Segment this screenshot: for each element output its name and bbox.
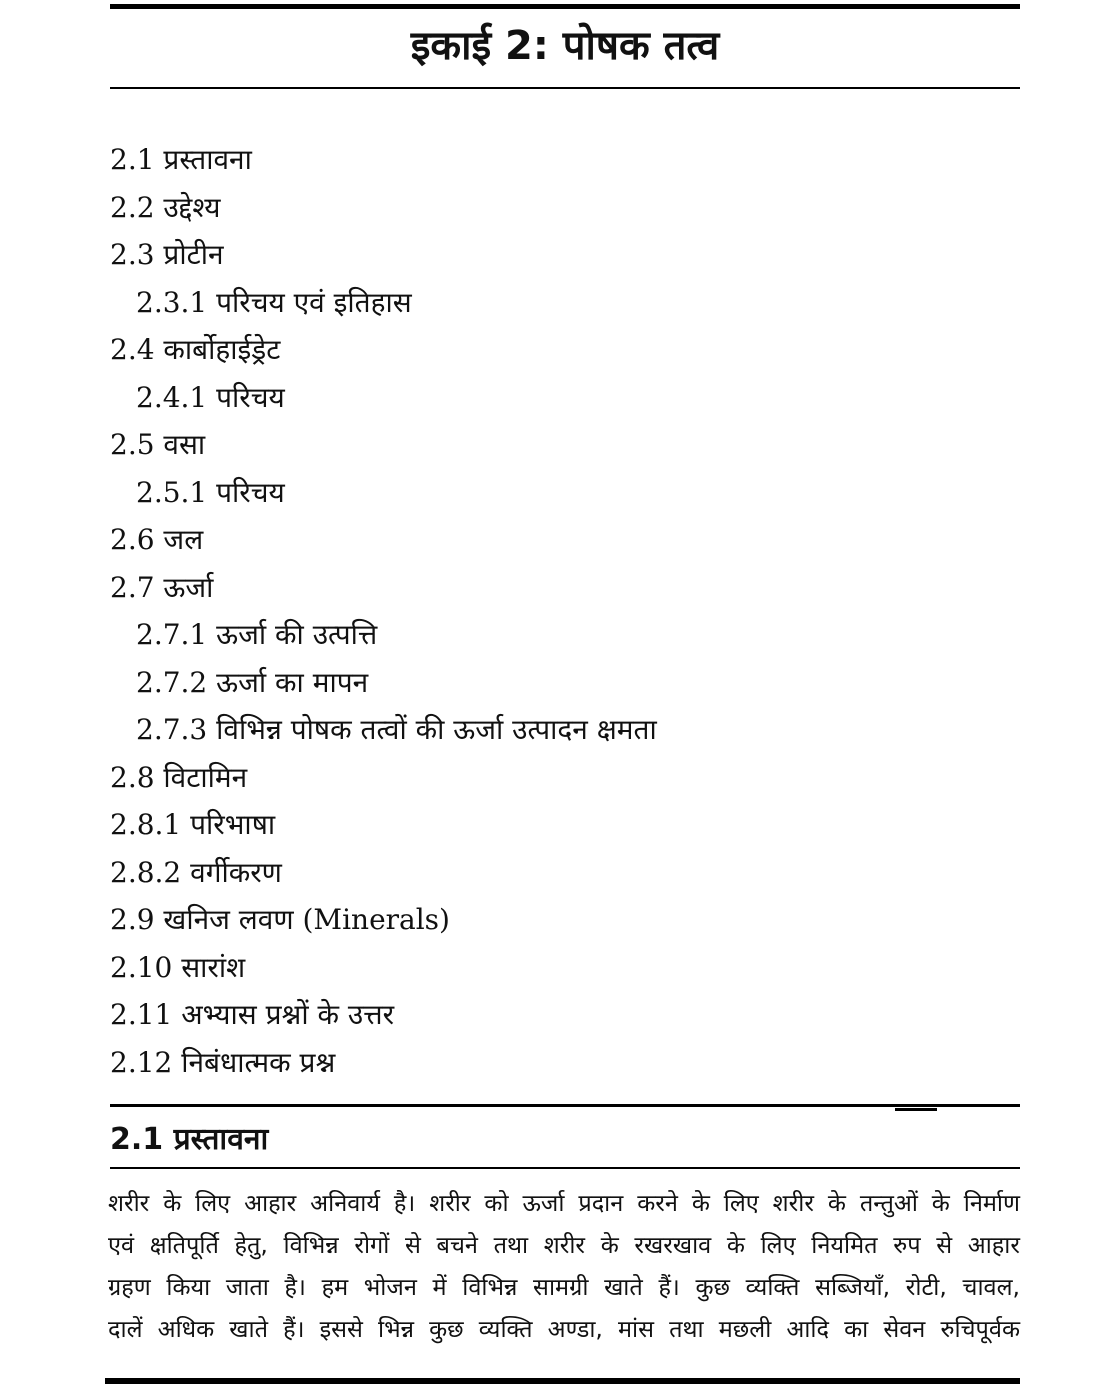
toc-item: 2.8.2 वर्गीकरण: [110, 855, 282, 889]
toc-item: 2.8 विटामिन: [110, 760, 248, 794]
section-rule-mark: [895, 1108, 937, 1111]
toc-subitem: 2.4.1 परिचय: [136, 380, 285, 414]
section-paragraph: [108, 1182, 1020, 1350]
toc-item: 2.6 जल: [110, 523, 204, 556]
toc-item: 2.10 सारांश: [110, 950, 246, 984]
toc-item: 2.5 वसा: [110, 428, 206, 461]
toc-subitem: 2.7.2 ऊर्जा का मापन: [136, 665, 369, 699]
toc-item: 2.7 ऊर्जा: [110, 570, 214, 604]
section-top-rule: [110, 1104, 1020, 1107]
paragraph-line: एवं क्षतिपूर्ति हेतु, विभिन्न रोगों से बचने तथा शरीर के रखरखाव के लिए नियमित रुप से आहार: [108, 1231, 1020, 1259]
paragraph-line: शरीर के लिए आहार अनिवार्य है। शरीर को ऊर्जा प्रदान करने के लिए शरीर के तन्तुओं के निर्माण: [108, 1189, 1020, 1217]
section-bottom-rule: [110, 1167, 1020, 1169]
toc-subitem: 2.7.1 ऊर्जा की उत्पत्ति: [136, 618, 378, 651]
title-rule: [110, 87, 1020, 89]
toc-item: 2.12 निबंधात्मक प्रश्न: [110, 1045, 336, 1079]
toc-subitem: 2.7.3 विभिन्न पोषक तत्वों की ऊर्जा उत्पादन क्षमता: [136, 713, 657, 746]
paragraph-line: ग्रहण किया जाता है। हम भोजन में विभिन्न सामग्री खाते हैं। कुछ व्यक्ति सब्जियाँ, रोटी, चावल,: [108, 1273, 1020, 1301]
toc-item: 2.2 उद्देश्य: [110, 190, 221, 224]
top-rule: [110, 4, 1020, 9]
toc-item: 2.8.1 परिभाषा: [110, 808, 276, 841]
toc-item: 2.9 खनिज लवण (Minerals): [110, 903, 450, 936]
toc-subitem: 2.5.1 परिचय: [136, 475, 285, 509]
paragraph-line: दालें अधिक खाते हैं। इससे भिन्न कुछ व्यक्ति अण्डा, मांस तथा मछली आदि का सेवन रुचिपूर्वक: [108, 1315, 1020, 1343]
table-of-contents: [110, 136, 657, 1086]
toc-item: 2.11 अभ्यास प्रश्नों के उत्तर: [110, 998, 395, 1031]
toc-item: 2.4 कार्बोहाईड्रेट: [110, 333, 281, 366]
toc-subitem: 2.3.1 परिचय एवं इतिहास: [136, 285, 412, 319]
toc-item: 2.1 प्रस्तावना: [110, 143, 252, 176]
section-heading: 2.1 प्रस्तावना: [110, 1122, 269, 1157]
toc-item: 2.3 प्रोटीन: [110, 238, 224, 271]
bottom-rule: [105, 1378, 1020, 1384]
unit-title: इकाई 2: पोषक तत्व: [410, 23, 720, 69]
